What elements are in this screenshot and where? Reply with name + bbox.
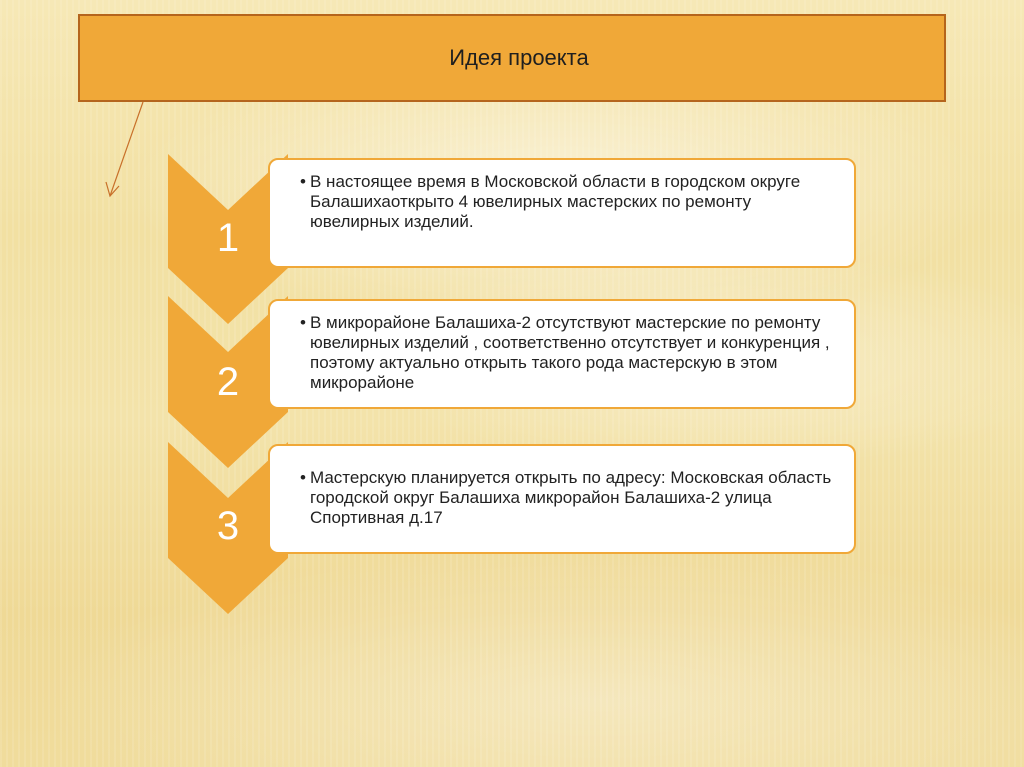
step-2-card: • В микрорайоне Балашиха-2 отсутствуют мастерские по ремонту ювелирных изделий , соответственно отсутствует и конкуренция , поэтому актуально открыть такого рода мастерскую в этом микрорайоне <box>268 299 856 409</box>
step-1-text: В настоящее время в Московской области в городском округе Балашихаоткрыто 4 ювелирных мастерских по ремонту ювелирных изделий. <box>310 172 801 231</box>
slide-title: Идея проекта <box>449 45 589 70</box>
title-box <box>78 14 946 102</box>
step-1-card: • В настоящее время в Московской области в городском округе Балашихаоткрыто 4 ювелирных мастерских по ремонту ювелирных изделий. <box>268 158 856 268</box>
step-3-card: • Мастерскую планируется открыть по адресу: Московская область городской округ Балашиха микрорайон Балашиха-2 улица Спортивная д.17 <box>268 444 856 554</box>
step-2-number: 2 <box>216 360 240 404</box>
step-1-number: 1 <box>216 216 240 260</box>
step-2-text: В микрорайоне Балашиха-2 отсутствуют мастерские по ремонту ювелирных изделий , соответственно отсутствует и конкуренция , поэтому актуально открыть такого рода мастерскую в этом микрорайоне <box>310 313 830 392</box>
step-3-text: Мастерскую планируется открыть по адресу: Московская область городской округ Балашиха микрорайон Балашиха-2 улица Спортивная д.17 <box>310 468 832 527</box>
step-3-number: 3 <box>216 504 240 548</box>
